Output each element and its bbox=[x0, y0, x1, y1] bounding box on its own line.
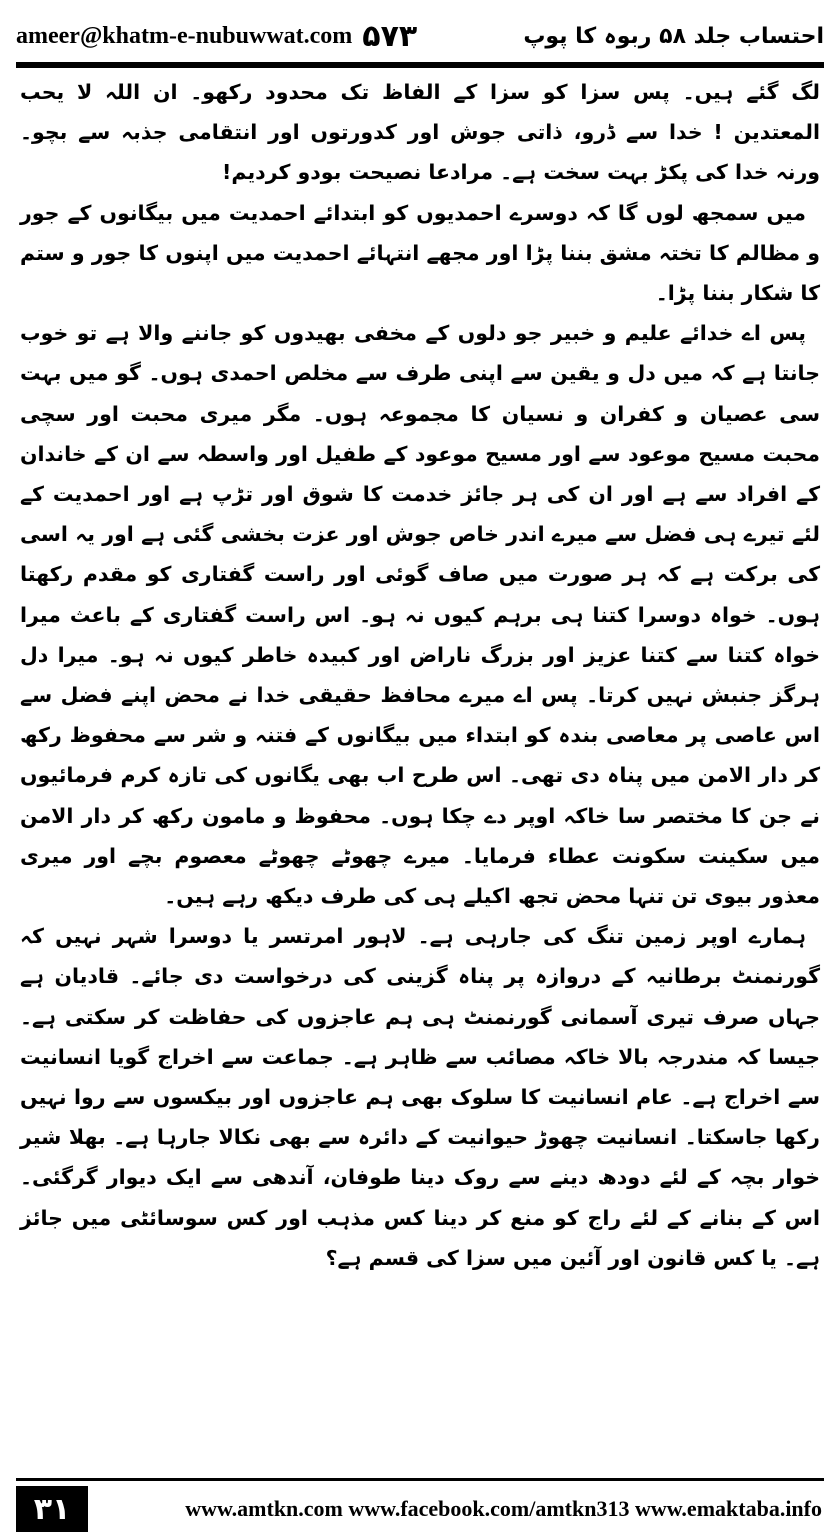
footer-rule bbox=[16, 1478, 824, 1481]
header-left-group bbox=[16, 19, 417, 54]
footer-page-number: ۳۱ bbox=[16, 1486, 88, 1532]
paragraph-1: لگ گئے ہیں۔ پس سزا کو سزا کے الفاظ تک محدود رکھو۔ ان اللہ لا یحب المعتدین ! خدا سے ڈرو، ذاتی جوش اور کدورتوں اور انتقامی جذبہ سے بچو۔ ورنہ خدا کی پکڑ بہت سخت ہے۔ مرادعا نصیحت بودو کردیم! bbox=[20, 80, 820, 185]
footer-links: www.amtkn.com www.facebook.com/amtkn313 www.emaktaba.info bbox=[185, 1496, 822, 1521]
header-rule bbox=[16, 62, 824, 68]
page-header bbox=[16, 14, 824, 58]
header-email: ameer@khatm-e-nubuwwat.com bbox=[16, 22, 353, 49]
body-text bbox=[20, 72, 820, 1278]
paragraph-2: میں سمجھ لوں گا کہ دوسرے احمدیوں کو ابتدائے احمدیت میں بیگانوں کے جور و مظالم کا تختہ مشق بننا پڑا اور مجھے انتہائے احمدیت میں اپنوں کا جور و ستم کا شکار بننا پڑا۔ bbox=[20, 200, 820, 306]
page-footer bbox=[16, 1486, 824, 1532]
paragraph-3: پس اے خدائے علیم و خبیر جو دلوں کے مخفی بھیدوں کو جاننے والا ہے تو خوب جانتا ہے کہ میں دل و یقین سے اپنی طرف سے مخلص احمدی ہوں۔ گو میں بہت سی عصیان و کفران و نسیان کا مجموعہ ہوں۔ مگر میری محبت اور سچی محبت مسیح موعود سے اور مسیح موعود کے طفیل اور واسطہ سے ان کے خاندان کے افراد سے ہے اور ان کی ہر جائز خدمت کا شوق اور تڑپ ہے اور احمدیت کے لئے تیرے ہی فضل سے میرے اندر خاص جوش اور عزت بخشی گئی ہے اور یہ اسی کی برکت ہے کہ ہر صورت میں صاف گوئی اور راست گفتاری کو مقدم رکھتا ہوں۔ خواہ دوسرا کتنا ہی برہم کیوں نہ ہو۔ اس راست گفتاری کے باعث میرا خواہ کتنا سے کتنا عزیز اور بزرگ ناراض اور کبیدہ خاطر کیوں نہ ہو۔ میرا دل ہرگز جنبش نہیں کرتا۔ پس اے میرے محافظ حقیقی خدا نے محض اپنے فضل سے اس عاصی پر معاصی بندہ کو ابتداء میں بیگانوں کے فتنہ و شر سے محفوظ رکھ کر دار الامن میں پناہ دی تھی۔ اس طرح اب بھی یگانوں کی تازہ کرم فرمائیوں نے جن کا مختصر سا خاکہ اوپر دے چکا ہوں۔ محفوظ و مامون رکھ کر دار الامن میں سکینت سکونت عطاء فرمایا۔ میرے چھوٹے چھوٹے معصوم بچے اور میری معذور بیوی تن تنہا محض تجھ اکیلے ہی کی طرف دیکھ رہے ہیں۔ bbox=[20, 321, 820, 909]
header-page-number: ۵۷۳ bbox=[362, 18, 418, 54]
running-title: احتساب جلد ۵۸ ربوہ کا پوپ bbox=[523, 23, 824, 49]
paragraph-4: ہمارے اوپر زمین تنگ کی جارہی ہے۔ لاہور امرتسر یا دوسرا شہر نہیں کہ گورنمنٹ برطانیہ کے دروازہ پر پناہ گزینی کی درخواست دی جائے۔ قادیان ہے جہاں صرف تیری آسمانی گورنمنٹ ہی ہم عاجزوں کی حفاظت کر سکتی ہے۔ جیسا کہ مندرجہ بالا خاکہ مصائب سے ظاہر ہے۔ جماعت سے اخراج گویا انسانیت سے اخراج ہے۔ عام انسانیت کا سلوک بھی ہم عاجزوں اور بیکسوں سے روا نہیں رکھا جاسکتا۔ انسانیت چھوڑ حیوانیت کے دائرہ سے بھی نکالا جارہا ہے۔ بھلا شیر خوار بچہ کے لئے دودھ دینے سے روک دینا طوفان، آندھی سے ایک دیوار گرگئی۔ اس کے بنانے کے لئے راج کو منع کر دینا کس مذہب اور کس سوسائٹی میں جائز ہے۔ یا کس قانون اور آئین میں سزا کی قسم ہے؟ bbox=[20, 924, 820, 1270]
